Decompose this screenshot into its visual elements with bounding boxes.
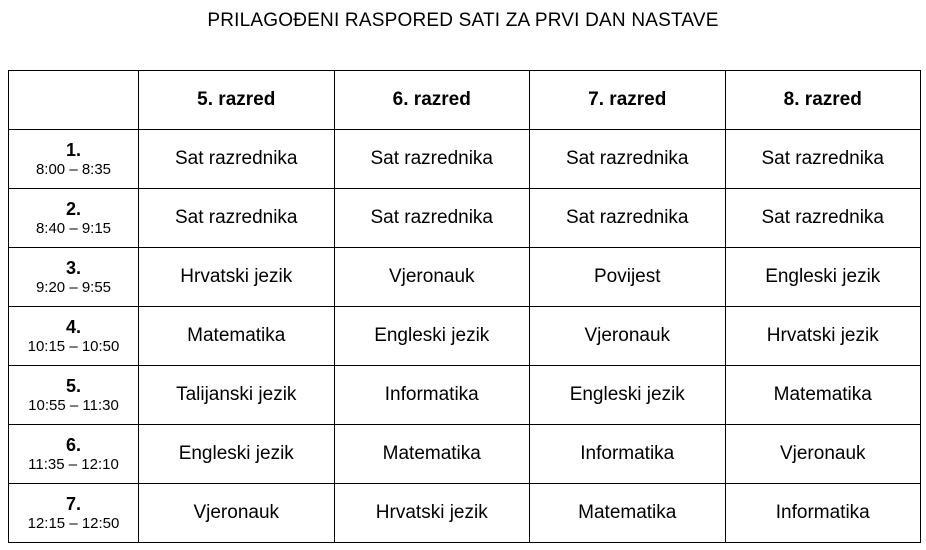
subject-cell: Engleski jezik [530,366,726,425]
subject-cell: Engleski jezik [139,425,335,484]
table-row [9,189,921,248]
subject-cell: Engleski jezik [334,307,530,366]
subject-cell: Hrvatski jezik [334,484,530,543]
period-number: 4. [65,317,81,338]
subject-cell: Hrvatski jezik [725,307,921,366]
table-row [9,484,921,543]
subject-cell: Sat razrednika [530,189,726,248]
subject-cell: Informatika [334,366,530,425]
column-header: 7. razred [530,71,726,130]
subject-cell: Matematika [334,425,530,484]
column-header: 6. razred [334,71,530,130]
page-title: PRILAGOĐENI RASPORED SATI ZA PRVI DAN NASTAVE [207,10,719,31]
subject-cell: Vjeronauk [725,425,921,484]
table-row [9,425,921,484]
table-row [9,307,921,366]
subject-cell: Vjeronauk [530,307,726,366]
table-row [9,130,921,189]
period-time: 12:15 – 12:50 [27,514,120,532]
subject-cell: Sat razrednika [139,130,335,189]
column-header: 5. razred [139,71,335,130]
subject-cell: Vjeronauk [139,484,335,543]
subject-cell: Sat razrednika [530,130,726,189]
table-row [9,366,921,425]
period-cell [9,189,139,248]
period-cell [9,307,139,366]
schedule-header [9,71,921,130]
period-time: 11:35 – 12:10 [28,455,119,473]
period-time: 8:00 – 8:35 [35,160,112,178]
subject-cell: Talijanski jezik [139,366,335,425]
header-row [9,71,921,130]
subject-cell: Sat razrednika [725,189,921,248]
subject-cell: Sat razrednika [725,130,921,189]
schedule-table [8,70,921,543]
subject-cell: Sat razrednika [334,130,530,189]
subject-cell: Hrvatski jezik [139,248,335,307]
period-number: 6. [65,435,81,456]
period-number: 7. [65,494,81,515]
period-time: 10:15 – 10:50 [27,337,120,355]
column-header: 8. razred [725,71,921,130]
period-cell [9,248,139,307]
subject-cell: Sat razrednika [139,189,335,248]
period-time: 9:20 – 9:55 [35,278,112,296]
period-time: 10:55 – 11:30 [28,396,119,414]
period-number: 5. [65,376,81,397]
schedule-body [9,130,921,543]
period-number: 2. [65,199,81,220]
period-cell [9,366,139,425]
subject-cell: Povijest [530,248,726,307]
period-time: 8:40 – 9:15 [35,219,112,237]
period-number: 3. [65,258,81,279]
subject-cell: Matematika [139,307,335,366]
subject-cell: Informatika [530,425,726,484]
period-cell [9,130,139,189]
period-cell [9,484,139,543]
corner-cell [9,71,139,130]
period-number: 1. [65,140,81,161]
subject-cell: Matematika [530,484,726,543]
subject-cell: Sat razrednika [334,189,530,248]
period-cell [9,425,139,484]
subject-cell: Matematika [725,366,921,425]
table-row [9,248,921,307]
subject-cell: Informatika [725,484,921,543]
subject-cell: Engleski jezik [725,248,921,307]
subject-cell: Vjeronauk [334,248,530,307]
